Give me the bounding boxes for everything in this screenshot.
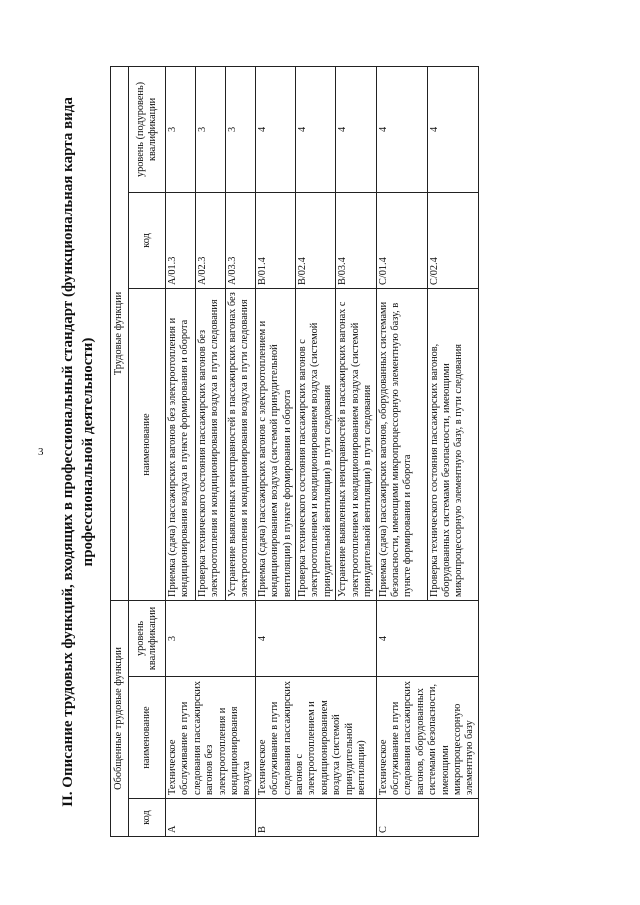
function-level: 3: [225, 66, 255, 192]
group-level: 4: [376, 600, 478, 676]
function-name: Устранение выявленных неисправностей в пассажирских вагонах с электроотоплением и кондиционированием воздуха (системой принудительной вентиляции) в пути следования: [336, 288, 376, 600]
labor-functions-header: Трудовые функции: [111, 66, 129, 600]
function-name: Проверка технического состояния пассажирских вагонов, оборудованных системами безопасности, имеющими микропроцессорную элементную базу, в пути следования: [427, 288, 478, 600]
col-function-name: наименование: [129, 288, 166, 600]
group-level: 4: [255, 600, 376, 676]
function-name: Проверка технического состояния пассажирских вагонов с электроотоплением и кондиционированием воздуха (системой принудительной вентиляции) в пути следования: [296, 288, 336, 600]
col-function-level: уровень (подуровень) квалификации: [129, 66, 166, 192]
page-number: 3: [38, 446, 44, 458]
table-row: [376, 66, 427, 836]
function-level: 4: [296, 66, 336, 192]
function-name: Устранение выявленных неисправностей в пассажирских вагонах без электроотопления и кондиционирования воздуха в пути следования: [225, 288, 255, 600]
function-level: 3: [195, 66, 225, 192]
group-code: C: [376, 799, 478, 837]
col-function-code: код: [129, 192, 166, 288]
table-row: [255, 66, 295, 836]
function-level: 3: [166, 66, 196, 192]
function-level: 4: [255, 66, 295, 192]
function-code: B/01.4: [255, 192, 295, 288]
function-level: 4: [376, 66, 427, 192]
col-name: наименование: [129, 677, 166, 799]
function-name: Приемка (сдача) пассажирских вагонов с электроотоплением и кондиционированием воздуха (системой принудительной вентиляции) в пункте формирования и оборота: [255, 288, 295, 600]
group-name: Техническое обслуживание в пути следования пассажирских вагонов без электроотопления и кондиционирования воздуха: [166, 677, 256, 799]
function-code: A/01.3: [166, 192, 196, 288]
function-name: Приемка (сдача) пассажирских вагонов без электроотопления и кондиционирования воздуха в пункте формирования и оборота: [166, 288, 196, 600]
group-name: Техническое обслуживание в пути следования пассажирских вагонов с электроотоплением и кондиционированием воздуха (системой принудительной вентиляции): [255, 677, 376, 799]
group-level: 3: [166, 600, 256, 676]
rotated-sheet: [58, 67, 558, 837]
function-code: B/02.4: [296, 192, 336, 288]
document-heading: [58, 67, 98, 837]
generalized-functions-header: Обобщенные трудовые функции: [111, 600, 129, 836]
function-code: C/02.4: [427, 192, 478, 288]
function-level: 4: [336, 66, 376, 192]
function-code: C/01.4: [376, 192, 427, 288]
heading-line-1: II. Описание трудовых функций, входящих в профессиональный стандарт (функциональная карта вида: [60, 97, 76, 807]
heading-line-2: профессиональной деятельности): [80, 337, 96, 567]
col-level: уровень квалификации: [129, 600, 166, 676]
function-code: B/03.4: [336, 192, 376, 288]
function-name: Приемка (сдача) пассажирских вагонов, оборудованных системами безопасности, имеющими микропроцессорную элементную базу, в пункте формирования и оборота: [376, 288, 427, 600]
function-name: Проверка технического состояния пассажирских вагонов без электроотопления и кондиционирования воздуха в пути следования: [195, 288, 225, 600]
group-code: B: [255, 799, 376, 837]
group-code: A: [166, 799, 256, 837]
col-code: код: [129, 799, 166, 837]
table-row: [166, 66, 196, 836]
function-code: A/03.3: [225, 192, 255, 288]
function-code: A/02.3: [195, 192, 225, 288]
function-level: 4: [427, 66, 478, 192]
functional-map-table: [110, 66, 479, 837]
group-name: Техническое обслуживание в пути следования пассажирских вагонов, оборудованных системами безопасности, имеющими микропроцессорную элементную базу: [376, 677, 478, 799]
